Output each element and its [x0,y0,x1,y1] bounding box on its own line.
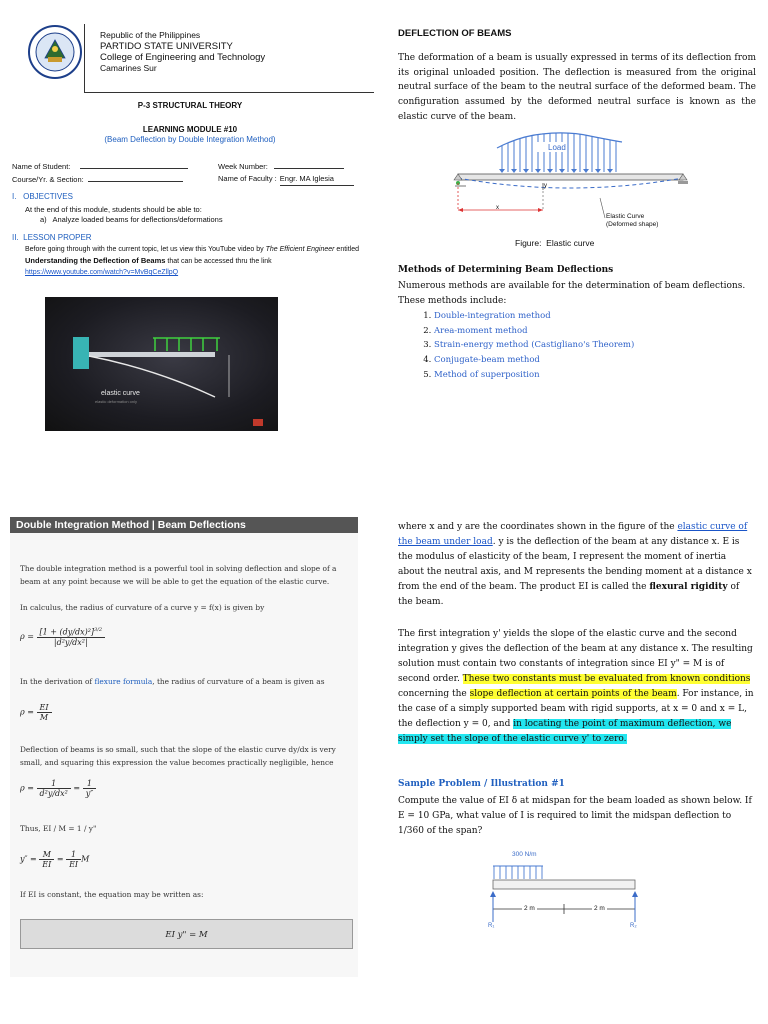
objectives-heading: I. OBJECTIVES [12,192,73,201]
week-field[interactable] [274,160,344,169]
module-subtitle: (Beam Deflection by Double Integration Method) [104,135,276,144]
week-label: Week Number: [218,162,268,171]
header-republic: Republic of the Philippines [100,30,201,40]
header-province: Camarines Sur [100,63,157,73]
faculty-label: Name of Faculty : [218,174,277,183]
figure-caption: Figure: Elastic curve [515,238,595,248]
load-label: 300 N/m [512,851,537,858]
figure-x-label: x [496,205,499,211]
flexure-formula-link[interactable]: flexure formula [94,677,153,686]
dim-constant-text: If EI is constant, the equation may be written as: [20,890,204,899]
highlight-max-deflection: in locating the point of maximum deflection, we simply set the slope of the elastic curve y' to zero. [398,719,732,744]
radius-formula: ρ = $\frac{[1 + (dy/dx)^2]^{3/2}}{\text{|d²y/dx²|}}$ [20,627,105,647]
objectives-intro: At the end of this module, students should be able to: [25,205,202,214]
video-link[interactable]: https://www.youtube.com/watch?v=MvBqCeZllpQ [25,269,179,276]
dim-intro: The double integration method is a powerful tool in solving deflection and slope of a beam at any point because we will be able to get the equation of the elastic curve. [20,564,337,586]
course-field[interactable] [88,173,183,182]
student-label: Name of Student: [12,162,71,171]
figure-curve-label: Elastic Curve [606,213,645,220]
university-seal [28,25,82,79]
method-item[interactable]: 4. Conjugate-beam method [434,353,768,368]
faculty-value: Engr. MA Iglesia [280,173,354,186]
reaction-right-label: R₂ [630,923,637,929]
method-item[interactable]: 5. Method of superposition [434,368,768,383]
methods-list [398,309,768,383]
highlight-constants: These two constants must be evaluated from known conditions [462,674,751,684]
course-label: Course/Yr. & Section: [12,175,84,184]
student-form [12,160,188,186]
header-college: College of Engineering and Technology [100,52,266,63]
cantilever-illustration [45,297,278,431]
sample-problem-heading: Sample Problem / Illustration #1 [398,779,565,789]
sample-beam-figure [480,846,650,936]
approx-formula: ρ = $\frac{1}{\text{d²y/dx²}}$ = $\frac{1}{y''}$ [20,779,96,798]
objective-item: a) Analyze loaded beams for deflections/deformations [40,215,223,224]
lesson-heading: II. LESSON PROPER [12,233,92,242]
dim-curvature-text: In calculus, the radius of curvature of a curve y = f(x) is given by [20,603,265,612]
beam-diagram [480,846,650,936]
seal-icon [28,25,82,79]
header-divider [84,24,85,92]
dim-banner: Double Integration Method | Beam Deflections [10,517,358,533]
header-rule [84,92,374,93]
video-thumbnail[interactable] [45,297,278,431]
dim-panel [10,517,358,977]
dim-flexure-text: In the derivation of flexure formula, the radius of curvature of a beam is given as [20,677,325,686]
elastic-curve-figure [450,128,700,236]
methods-intro: Numerous methods are available for the determination of beam deflections. These methods include: [398,281,746,306]
figure-curve-sublabel: (Deformed shape) [606,221,659,228]
video-elastic-sublabel: elastic deformation only [95,399,138,404]
video-title: Understanding the Deflection of Beams [25,256,166,265]
deflection-paragraph: The deformation of a beam is usually expressed in terms of its deflection from its original unloaded position. The deflection is measured from the original neutral surface of the beam to the neutral surface of the deformed beam. The configuration assumed by the deformed neutral surface is known as the elastic curve of the beam. [398,53,756,122]
method-item[interactable]: 1. Double-integration method [434,309,768,324]
span-left-label: 2 m [524,905,535,912]
sample-problem-text: Compute the value of EI δ at midspan for the beam loaded as shown below. If E = 10 GPa, what value of I is required to limit the midspan deflection to 1/360 of the span? [398,796,752,836]
lesson-paragraph: Before going through with the current topic, let us view this YouTube video by The Efficient Engineer entitled Understanding the Deflection of Beams that can be accessed thru the link https://www.youtube.com/watch?v=MvBqCeZllpQ [25,246,360,276]
span-right-label: 2 m [594,905,605,912]
elastic-curve-link[interactable]: elastic curve of the beam under load [398,522,748,547]
header-university: PARTIDO STATE UNIVERSITY [100,41,233,52]
y-double-prime-formula: y″ = $\frac{M}{EI}$ = $\frac{1}{EI}$ M [20,850,90,869]
coordinates-paragraph: where x and y are the coordinates shown in the figure of the elastic curve of the beam under load. y is the deflection of the beam at any distance x. E is the modulus of elasticity of the beam, I represent the moment of inertia about the neutral axis, and M represents the bending moment at a distance x from the end of the beam. The product EI is called the flexural rigidity of the beam. [398,522,752,607]
dim-small-slope-text: Deflection of beams is so small, such that the slope of the elastic curve dy/dx is very small, and squaring this expression the value becomes practically negligible, hence [20,745,336,767]
method-item[interactable]: 3. Strain-energy method (Castigliano's Theorem) [434,338,768,353]
method-item[interactable]: 2. Area-moment method [434,324,768,339]
deflection-heading: DEFLECTION OF BEAMS [398,28,512,39]
module-title: LEARNING MODULE #10 [142,125,238,134]
figure-load-label: Load [548,143,566,152]
faculty-form [218,160,354,186]
video-elastic-label: elastic curve [101,390,140,397]
methods-heading: Methods of Determining Beam Deflections [398,265,614,275]
figure-y-label: y [544,183,547,189]
elastic-curve-diagram [450,128,700,236]
dim-thus-text: Thus, EI / M = 1 / y" [20,824,97,833]
highlight-slope: slope deflection at certain points of the beam [469,689,677,699]
channel-name: The Efficient Engineer [265,246,335,253]
student-field[interactable] [80,160,188,169]
reaction-left-label: R₁ [488,923,495,929]
ei-equation-box: EI y" = M [20,919,353,949]
ei-over-m-formula: ρ = $\frac{EI}{M}$ [20,703,52,722]
course-title: P-3 STRUCTURAL THEORY [137,101,243,110]
integration-paragraph: The first integration y' yields the slope of the elastic curve and the second integration y gives the deflection of the beam at any distance x. The resulting solution must contain two constants of integration since EI y" = M is of second order. These two constants must be evaluated from known conditions concerning the slope deflection at certain points of the beam. For instance, in the case of a simply supported beam with rigid supports, at x = 0 and x = L, the deflection y = 0, and in locating the point of maximum deflection, we simply set the slope of the elastic curve y' to zero. [398,629,754,744]
